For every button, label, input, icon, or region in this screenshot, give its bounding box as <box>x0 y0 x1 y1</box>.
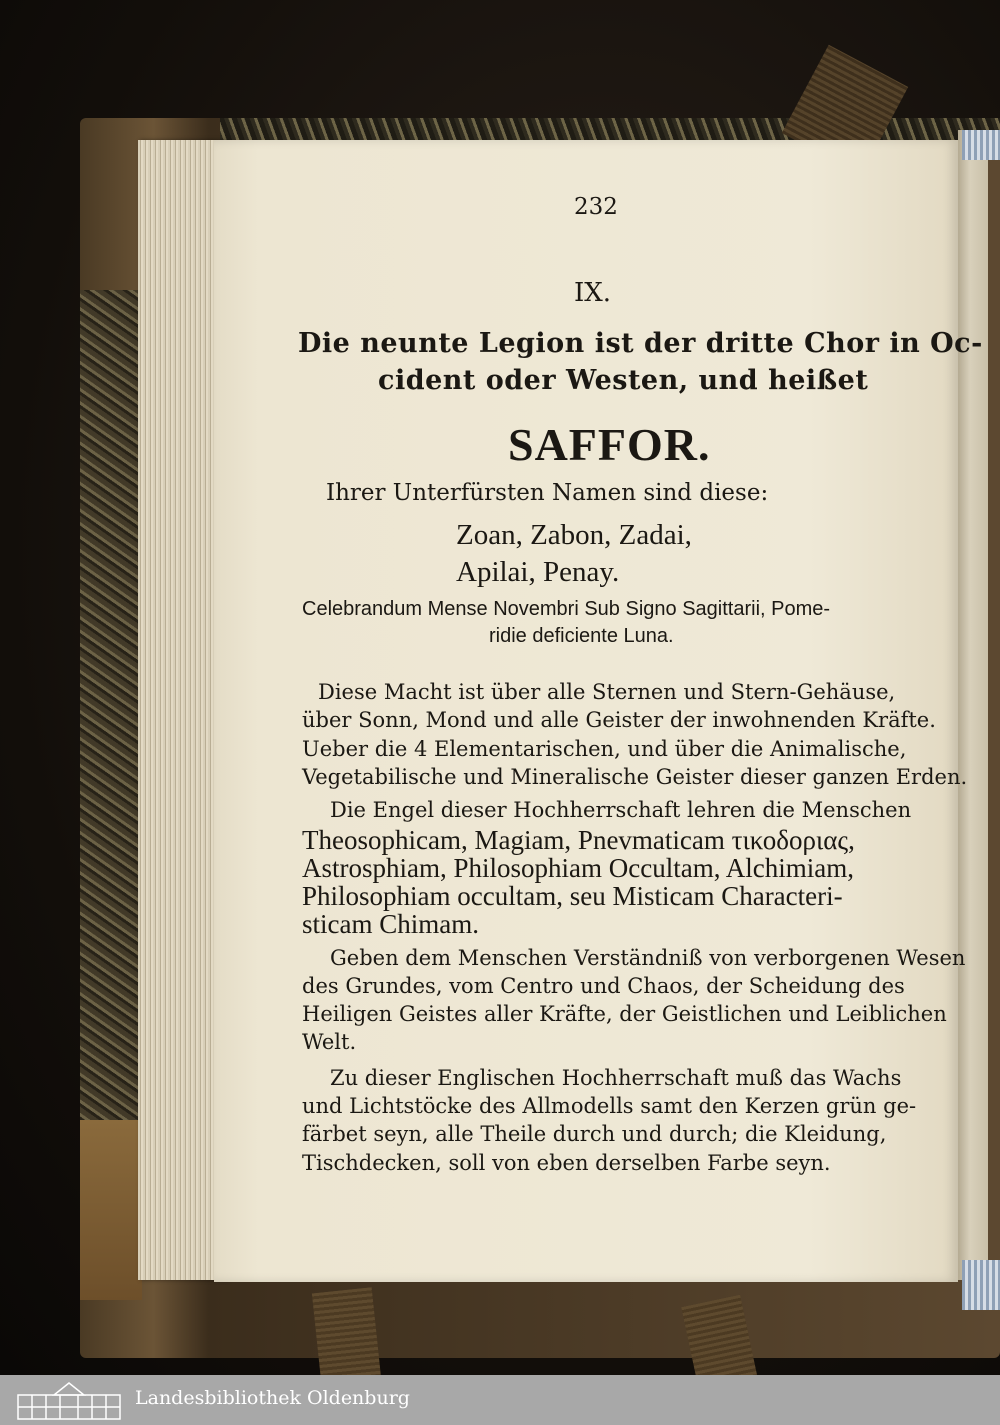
section-title: SAFFOR. <box>508 419 711 470</box>
body-line: Zu dieser Englischen Hochherrschaft muß das Wachs <box>330 1066 902 1090</box>
body-line: Diese Macht ist über alle Sternen und Stern-Gehäuse, <box>318 680 896 704</box>
body-line: Welt. <box>302 1030 357 1054</box>
binding-thread <box>962 130 1000 160</box>
chapter-heading-line-2: cident oder Westen, und heißet <box>378 365 869 396</box>
binding-thread-bottom <box>962 1260 1000 1310</box>
names-line-2: Apilai, Penay. <box>456 556 620 588</box>
chapter-heading-line-1: Die neunte Legion ist der dritte Chor in Oc- <box>298 328 983 359</box>
intro-line: Ihrer Unterfürsten Namen sind diese: <box>326 480 769 506</box>
latin-body-line: Theosophicam, Magiam, Pnevmaticam τικοδοριας, <box>302 825 855 855</box>
chapter-number: IX. <box>574 278 612 308</box>
body-line: Geben dem Menschen Verständniß von verborgenen Wesen <box>330 946 966 970</box>
latin-body-line: Astrosphiam, Philosophiam Occultam, Alchimiam, <box>302 853 854 883</box>
library-footer <box>0 1375 1000 1425</box>
leather-corner <box>80 1120 142 1300</box>
body-line: Tischdecken, soll von eben derselben Farbe seyn. <box>302 1151 831 1175</box>
body-line: über Sonn, Mond und alle Geister der inwohnenden Kräfte. <box>302 708 936 732</box>
library-building-icon <box>14 1379 124 1421</box>
names-line-1: Zoan, Zabon, Zadai, <box>456 519 692 551</box>
latin-body-line: sticam Chimam. <box>302 909 479 939</box>
body-line: färbet seyn, alle Theile durch und durch; die Kleidung, <box>302 1122 887 1146</box>
body-line: des Grundes, vom Centro und Chaos, der Scheidung des <box>302 974 905 998</box>
body-line: Heiligen Geistes aller Kräfte, der Geistlichen und Leiblichen <box>302 1002 947 1026</box>
body-line: und Lichtstöcke des Allmodells samt den Kerzen grün ge- <box>302 1094 917 1118</box>
latin-line-2: ridie deficiente Luna. <box>489 625 674 647</box>
library-name: Landesbibliothek Oldenburg <box>135 1387 410 1409</box>
marbled-cover <box>80 290 142 1120</box>
facing-page-edge <box>958 130 988 1280</box>
latin-body-line: Philosophiam occultam, seu Misticam Characteri- <box>302 881 843 911</box>
body-line: Die Engel dieser Hochherrschaft lehren die Menschen <box>330 798 912 822</box>
page-number: 232 <box>574 194 618 220</box>
body-line: Vegetabilische und Mineralische Geister dieser ganzen Erden. <box>302 765 968 789</box>
body-line: Ueber die 4 Elementarischen, und über die Animalische, <box>302 737 907 761</box>
latin-line-1: Celebrandum Mense Novembri Sub Signo Sagittarii, Pome- <box>302 598 831 620</box>
